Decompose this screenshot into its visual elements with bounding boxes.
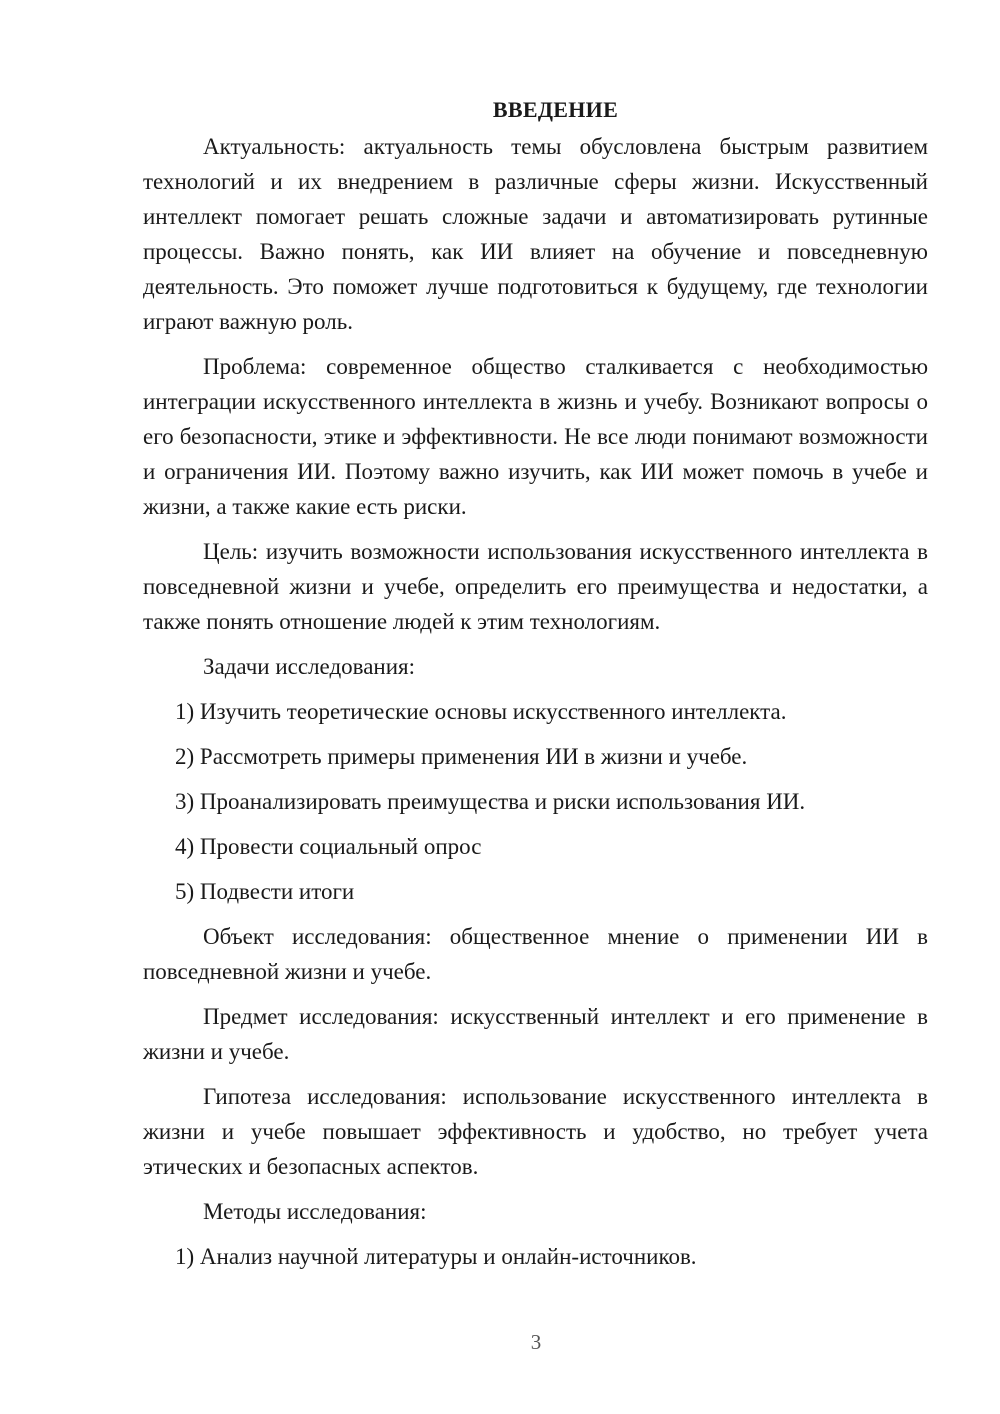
paragraph-subject: Предмет исследования: искусственный интеллект и его применение в жизни и учебе. <box>143 1004 928 1064</box>
paragraph-goal: Цель: изучить возможности использования искусственного интеллекта в повседневной жизни и учебе, определить его преимущества и недостатки, а также понять отношение людей к этим технологиям. <box>143 539 928 634</box>
paragraph-problem: Проблема: современное общество сталкивается с необходимостью интеграции искусственного интеллекта в жизнь и учебу. Возникают вопросы о его безопасности, этике и эффективности. Не все люди понимают возможности и ограничения ИИ. Поэтому важно изучить, как ИИ может помочь в учебе и жизни, а также какие есть риски. <box>143 354 928 519</box>
paragraph-relevance: Актуальность: актуальность темы обусловлена быстрым развитием технологий и их внедрением в различные сферы жизни. Искусственный интеллект помогает решать сложные задачи и автоматизировать рутинные процессы. Важно понять, как ИИ влияет на обучение и повседневную деятельность. Это поможет лучше подготовиться к будущему, где технологии играют важную роль. <box>143 134 928 334</box>
paragraph-hypothesis: Гипотеза исследования: использование искусственного интеллекта в жизни и учебе повышает эффективность и удобство, но требует учета этических и безопасных аспектов. <box>143 1084 928 1179</box>
page-number: 3 <box>530 1330 542 1354</box>
tasks-title: Задачи исследования: <box>203 654 416 679</box>
paragraph-object: Объект исследования: общественное мнение о применении ИИ в повседневной жизни и учебе. <box>143 924 928 984</box>
section-heading: ВВЕДЕНИЕ <box>492 97 619 122</box>
list-item: 1) Анализ научной литературы и онлайн-источников. <box>175 1244 697 1269</box>
list-item: 3) Проанализировать преимущества и риски использования ИИ. <box>175 789 806 814</box>
list-item: 4) Провести социальный опрос <box>175 834 482 859</box>
list-item: 1) Изучить теоретические основы искусственного интеллекта. <box>175 699 787 724</box>
list-item: 2) Рассмотреть примеры применения ИИ в жизни и учебе. <box>175 744 748 769</box>
list-item: 5) Подвести итоги <box>175 879 355 904</box>
page-content <box>143 92 928 1284</box>
methods-list <box>143 1239 928 1274</box>
methods-title: Методы исследования: <box>203 1199 427 1224</box>
tasks-list <box>143 694 928 909</box>
